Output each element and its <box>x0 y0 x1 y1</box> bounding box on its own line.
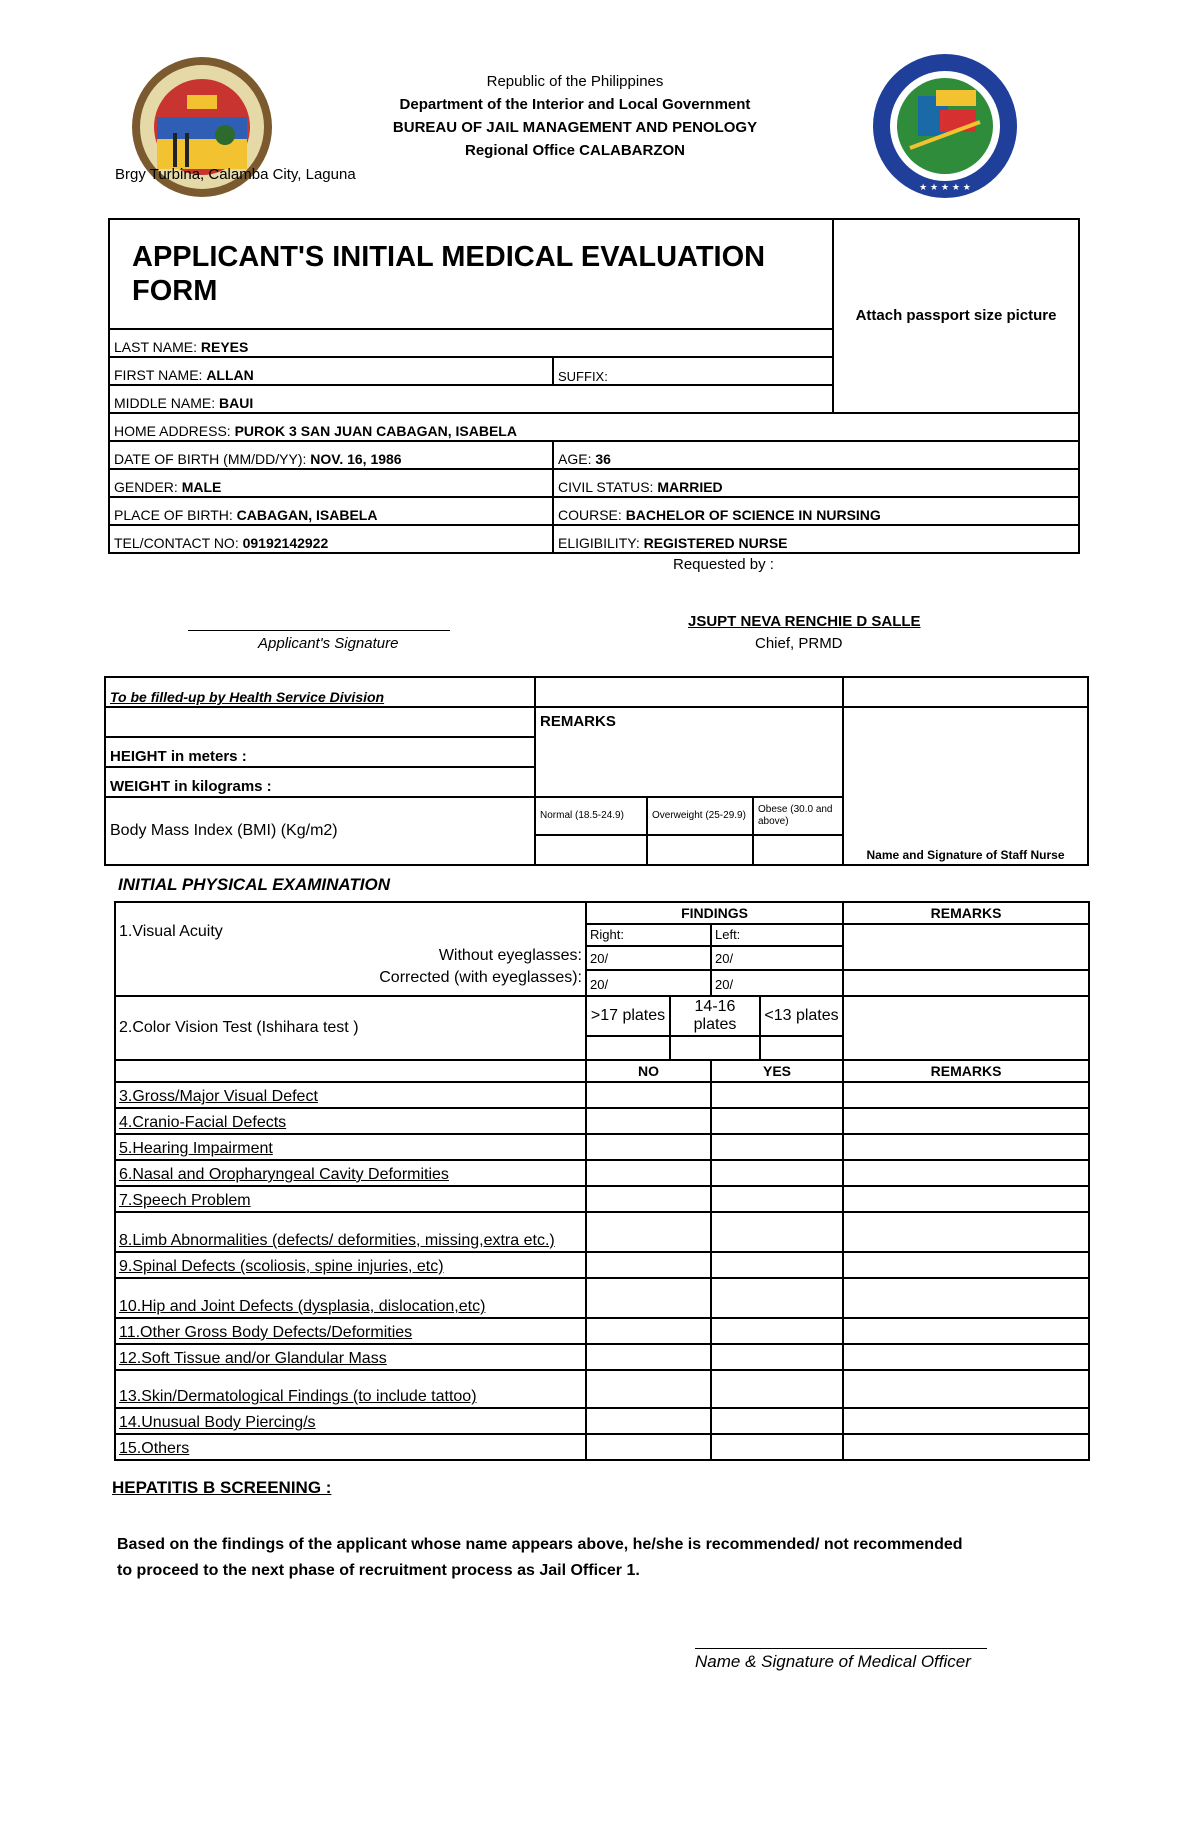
exam-items <box>115 1082 1089 1460</box>
exam-item-yes <box>711 1134 843 1160</box>
exam-item-yes <box>711 1108 843 1134</box>
exam-item-row <box>115 1252 1089 1278</box>
exam-item-no <box>586 1186 711 1212</box>
health-remarks: REMARKS <box>535 707 843 797</box>
exam-item-row <box>115 1318 1089 1344</box>
exam-item-row <box>115 1370 1089 1408</box>
first-name-cell: FIRST NAME: ALLAN <box>109 357 553 385</box>
exam-item-remarks <box>843 1278 1089 1318</box>
health-section-label: To be filled-up by Health Service Division <box>105 677 535 707</box>
physical-exam-table <box>114 901 1090 1461</box>
exam-item-remarks <box>843 1370 1089 1408</box>
exam-item-label: 8.Limb Abnormalities (defects/ deformities, missing,extra etc.) <box>115 1212 586 1252</box>
exam-item-no <box>586 1434 711 1460</box>
gender-cell: GENDER: MALE <box>109 469 553 497</box>
visual-acuity-label: 1.Visual Acuity Without eyeglasses: Corrected (with eyeglasses): <box>115 902 586 996</box>
last-name-row: LAST NAME: REYES <box>109 329 833 357</box>
exam-item-row <box>115 1278 1089 1318</box>
exam-item-label: 3.Gross/Major Visual Defect <box>115 1082 586 1108</box>
exam-item-yes <box>711 1370 843 1408</box>
recommendation-text: Based on the findings of the applicant whose name appears above, he/she is recommended/ not recommended to proceed to the next phase of recruitment process as Jail Officer 1. <box>117 1536 963 1579</box>
exam-item-no <box>586 1108 711 1134</box>
home-address-row: HOME ADDRESS: PUROK 3 SAN JUAN CABAGAN, ISABELA <box>109 413 1079 441</box>
left-without-value: 20/ <box>711 946 843 970</box>
course-cell: COURSE: BACHELOR OF SCIENCE IN NURSING <box>553 497 1079 525</box>
exam-item-yes <box>711 1434 843 1460</box>
exam-item-label: 4.Cranio-Facial Defects <box>115 1108 586 1134</box>
health-service-table <box>104 676 1089 866</box>
chief-name: JSUPT NEVA RENCHIE D SALLE <box>688 613 921 630</box>
staff-nurse-label: Name and Signature of Staff Nurse <box>843 707 1088 865</box>
plates-14-16: 14-16 plates <box>670 996 760 1036</box>
exam-item-yes <box>711 1408 843 1434</box>
exam-item-label: 9.Spinal Defects (scoliosis, spine injuries, etc) <box>115 1252 586 1278</box>
header-republic: Republic of the Philippines <box>486 73 664 90</box>
no-header: NO <box>586 1060 711 1082</box>
defects-remarks-header: REMARKS <box>843 1060 1089 1082</box>
exam-item-row <box>115 1186 1089 1212</box>
exam-item-no <box>586 1278 711 1318</box>
civil-status-cell: CIVIL STATUS: MARRIED <box>553 469 1079 497</box>
exam-item-remarks <box>843 1212 1089 1252</box>
exam-item-row <box>115 1082 1089 1108</box>
exam-item-label: 7.Speech Problem <box>115 1186 586 1212</box>
findings-header: FINDINGS <box>586 902 843 924</box>
exam-item-label: 6.Nasal and Oropharyngeal Cavity Deformities <box>115 1160 586 1186</box>
exam-title: INITIAL PHYSICAL EXAMINATION <box>118 875 391 894</box>
header-bureau: BUREAU OF JAIL MANAGEMENT AND PENOLOGY <box>392 119 758 136</box>
exam-item-no <box>586 1082 711 1108</box>
exam-item-remarks <box>843 1160 1089 1186</box>
right-corrected-value: 20/ <box>586 970 711 996</box>
exam-item-label: 5.Hearing Impairment <box>115 1134 586 1160</box>
plates-17: >17 plates <box>586 996 670 1036</box>
yes-header: YES <box>711 1060 843 1082</box>
applicant-info-table <box>108 218 1080 554</box>
exam-item-remarks <box>843 1408 1089 1434</box>
exam-item-label: 11.Other Gross Body Defects/Deformities <box>115 1318 586 1344</box>
visual-remarks-header: REMARKS <box>843 902 1089 924</box>
exam-item-row <box>115 1434 1089 1460</box>
exam-item-yes <box>711 1212 843 1252</box>
weight-label: WEIGHT in kilograms : <box>105 767 535 797</box>
exam-item-remarks <box>843 1252 1089 1278</box>
suffix-cell: SUFFIX: <box>553 357 833 385</box>
color-vision-label: 2.Color Vision Test (Ishihara test ) <box>115 996 586 1060</box>
bmi-overweight: Overweight (25-29.9) <box>647 797 753 835</box>
height-label: HEIGHT in meters : <box>105 737 535 767</box>
plates-13: <13 plates <box>760 996 843 1036</box>
exam-item-label: 15.Others <box>115 1434 586 1460</box>
exam-item-label: 10.Hip and Joint Defects (dysplasia, dislocation,etc) <box>115 1278 586 1318</box>
header-department: Department of the Interior and Local Government <box>399 96 751 113</box>
exam-item-yes <box>711 1252 843 1278</box>
requested-by: Requested by : <box>673 556 774 573</box>
exam-item-row <box>115 1344 1089 1370</box>
exam-item-remarks <box>843 1082 1089 1108</box>
exam-item-no <box>586 1212 711 1252</box>
applicant-signature-label: Applicant's Signature <box>258 635 399 652</box>
exam-item-no <box>586 1318 711 1344</box>
photo-box: Attach passport size picture <box>833 219 1079 413</box>
exam-item-no <box>586 1134 711 1160</box>
exam-item-no <box>586 1252 711 1278</box>
exam-item-no <box>586 1408 711 1434</box>
exam-item-no <box>586 1160 711 1186</box>
exam-item-row <box>115 1160 1089 1186</box>
middle-name-row: MIDDLE NAME: BAUI <box>109 385 833 413</box>
place-of-birth-cell: PLACE OF BIRTH: CABAGAN, ISABELA <box>109 497 553 525</box>
exam-item-yes <box>711 1318 843 1344</box>
bmi-obese: Obese (30.0 and above) <box>753 797 843 835</box>
exam-item-remarks <box>843 1434 1089 1460</box>
left-eye-label: Left: <box>711 924 843 946</box>
exam-item-yes <box>711 1344 843 1370</box>
bmi-normal: Normal (18.5-24.9) <box>535 797 647 835</box>
exam-item-label: 14.Unusual Body Piercing/s <box>115 1408 586 1434</box>
exam-item-remarks <box>843 1318 1089 1344</box>
exam-item-yes <box>711 1082 843 1108</box>
exam-item-row <box>115 1108 1089 1134</box>
exam-item-yes <box>711 1160 843 1186</box>
header-regional-office: Regional Office CALABARZON <box>464 142 685 159</box>
chief-title: Chief, PRMD <box>755 635 843 652</box>
exam-item-label: 13.Skin/Dermatological Findings (to include tattoo) <box>115 1370 586 1408</box>
exam-item-no <box>586 1344 711 1370</box>
age-cell: AGE: 36 <box>553 441 1079 469</box>
exam-item-row <box>115 1212 1089 1252</box>
exam-item-yes <box>711 1278 843 1318</box>
contact-cell: TEL/CONTACT NO: 09192142922 <box>109 525 553 553</box>
exam-item-remarks <box>843 1108 1089 1134</box>
svg-text:★ ★ ★ ★ ★: ★ ★ ★ ★ ★ <box>919 183 971 193</box>
header-block <box>300 70 850 162</box>
right-eye-label: Right: <box>586 924 711 946</box>
form-title: APPLICANT'S INITIAL MEDICAL EVALUATION FORM <box>109 219 833 329</box>
right-without-value: 20/ <box>586 946 711 970</box>
applicant-signature-line <box>188 630 450 631</box>
eligibility-cell: ELIGIBILITY: REGISTERED NURSE <box>553 525 1079 553</box>
bmi-label: Body Mass Index (BMI) (Kg/m2) <box>105 797 535 865</box>
exam-item-no <box>586 1370 711 1408</box>
exam-item-row <box>115 1134 1089 1160</box>
hepatitis-label: HEPATITIS B SCREENING : <box>112 1478 332 1497</box>
exam-item-row <box>115 1408 1089 1434</box>
exam-item-remarks <box>843 1134 1089 1160</box>
exam-item-yes <box>711 1186 843 1212</box>
medical-officer-line <box>695 1648 987 1649</box>
exam-item-remarks <box>843 1186 1089 1212</box>
dob-cell: DATE OF BIRTH (MM/DD/YY): NOV. 16, 1986 <box>109 441 553 469</box>
left-corrected-value: 20/ <box>711 970 843 996</box>
exam-item-label: 12.Soft Tissue and/or Glandular Mass <box>115 1344 586 1370</box>
medical-officer-label: Name & Signature of Medical Officer <box>695 1652 971 1671</box>
exam-item-remarks <box>843 1344 1089 1370</box>
right-logo <box>870 52 1020 200</box>
header-address: Brgy Turbina, Calamba City, Laguna <box>115 166 356 183</box>
